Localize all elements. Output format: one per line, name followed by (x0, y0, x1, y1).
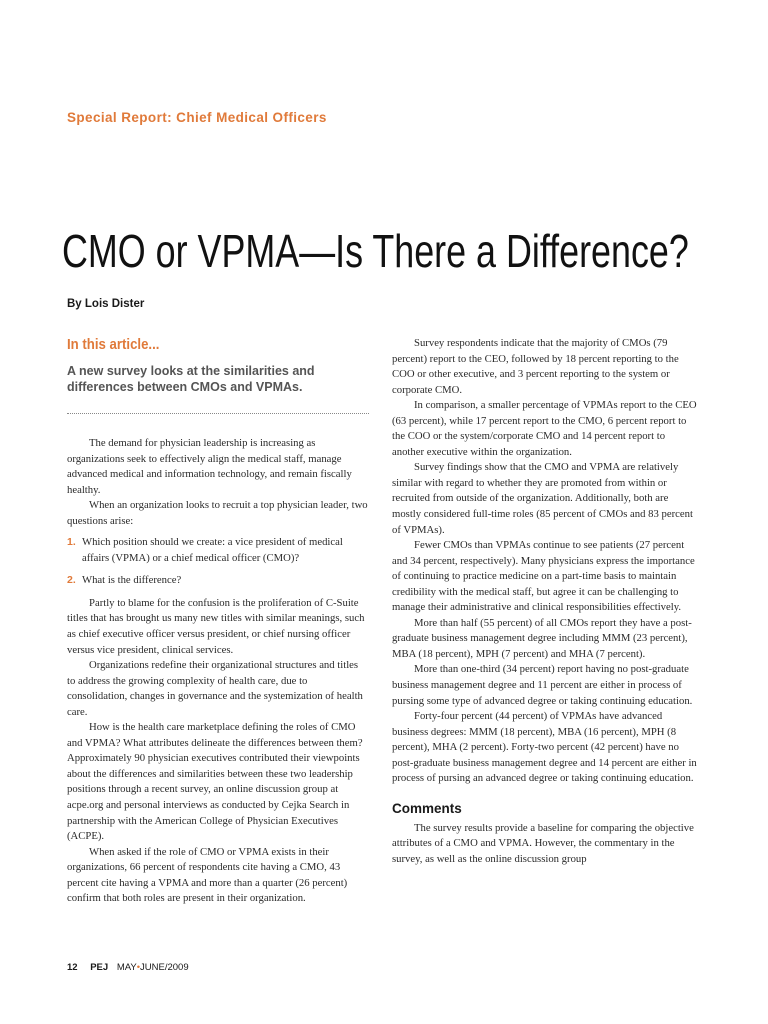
paragraph: When asked if the role of CMO or VPMA exists in their organizations, 66 percent of respondents cite having a CMO, 43 percent cite having a VPMA and more than a quarter (26 percent) confirm that both roles are present in their organization. (67, 845, 348, 905)
issue-date: JUNE/2009 (140, 962, 189, 973)
paragraph: Organizations redefine their organizational structures and titles to address the growing complexity of health care, due to consolidation, changes in governance and the systemization of health care. (67, 659, 363, 718)
list-item (67, 573, 369, 589)
paragraph: Partly to blame for the confusion is the proliferation of C-Suite titles that has brought us many new titles with similar meanings, such as chief executive officer versus president, or chief nursing officer versus vice president, clinical services. (67, 596, 365, 656)
issue-month: MAY (116, 962, 137, 973)
paragraph: The demand for physician leadership is increasing as organizations seek to effectively align the medical staff, manage advanced medical and information technology, and remain fiscally healthy. (67, 437, 352, 496)
paragraph: When an organization looks to recruit a top physician leader, two questions arise: (67, 499, 368, 527)
paragraph: Fewer CMOs than VPMAs continue to see patients (27 percent and 34 percent, respectively). Many physicians express the importance of continuing to practice medicine on a part-time basis to maintain credibility with the medical staff, but agree it can be challenging to manage their administrative and clinical responsibilities effectively. (392, 539, 695, 614)
footer-bullet: • (136, 962, 141, 973)
in-this-article-summary: A new survey looks at the similarities and differences between CMOs and VPMAs. (67, 364, 315, 394)
list-number: 1. (67, 536, 76, 549)
paragraph: More than half (55 percent) of all CMOs report they have a post-graduate business management degree including MMM (23 percent), MBA (18 percent), MPH (7 percent) and MHA (7 percent). (392, 616, 692, 660)
list-item-text: What is the difference? (82, 574, 182, 587)
in-this-article-box (67, 336, 369, 414)
dotted-divider (67, 413, 369, 414)
numbered-list (67, 535, 369, 589)
left-column (67, 336, 369, 907)
byline: By Lois Dister (67, 298, 145, 310)
paragraph: The survey results provide a baseline for comparing the objective attributes of a CMO and VPMA. However, the commentary in the survey, as well as the online discussion group (392, 821, 694, 865)
paragraph: Survey respondents indicate that the majority of CMOs (79 percent) report to the CEO, followed by 18 percent reporting to the COO or other executive, and 3 percent reporting to the system or corporate CMO. (392, 337, 679, 396)
publication-name: PEJ (90, 962, 109, 973)
list-number: 2. (67, 574, 76, 587)
comments-heading: Comments (392, 800, 462, 816)
right-column (392, 336, 698, 868)
page-footer (67, 962, 189, 973)
article-title: CMO or VPMA—Is There a Difference? (62, 225, 689, 277)
list-item (67, 535, 369, 566)
list-item-text: Which position should we create: a vice president of medical affairs (VPMA) or a chief medical officer (CMO)? (82, 536, 343, 564)
page-number: 12 (67, 962, 78, 973)
section-label: Special Report: Chief Medical Officers (67, 110, 327, 125)
paragraph: Survey findings show that the CMO and VPMA are relatively similar with regard to whether they are promoted from within or recruited from outside of the organization. Additionally, both are mostly considered full-time roles (85 percent of CMOs and 83 percent of VPMAs). (392, 461, 693, 536)
paragraph: More than one-third (34 percent) report having no post-graduate business management degree and 11 percent are either in process of pursing some type of advanced degree or taking continuing education. (392, 663, 693, 707)
paragraph: Forty-four percent (44 percent) of VPMAs have advanced business degrees: MMM (18 percent), MBA (16 percent), MPH (8 percent), MHA (2 percent). Forty-two percent (42 percent) have no post-graduate business management degree and 14 percent are either in process of pursing an advanced degree or taking continuing education. (392, 710, 697, 785)
in-this-article-heading: In this article... (67, 336, 160, 353)
paragraph: In comparison, a smaller percentage of VPMAs report to the CEO (63 percent), while 17 percent report to the CMO, 6 percent report to the COO or the system/corporate CMO and 14 percent report to another executive within the organization. (392, 399, 697, 458)
paragraph: How is the health care marketplace defining the roles of CMO and VPMA? What attributes delineate the differences between them? Approximately 90 physician executives contributed their viewpoints about the differences and similarities between these two leadership positions through a recent survey, an online discussion group at acpe.org and personal interviews as conducted by Cejka Search in partnership with the American College of Physician Executives (ACPE). (67, 721, 363, 843)
